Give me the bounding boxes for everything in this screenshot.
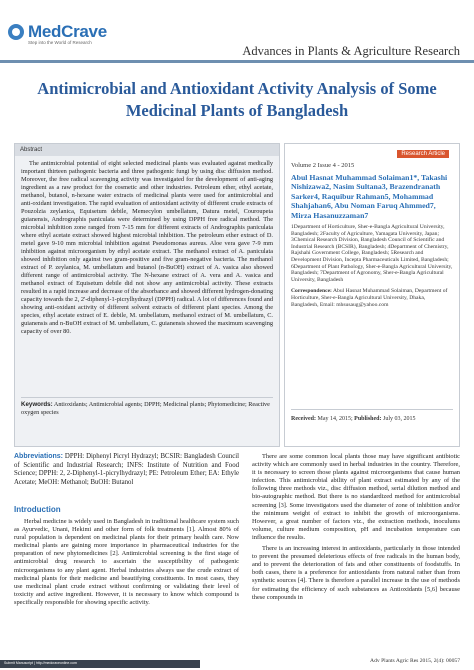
header-divider (0, 60, 474, 63)
page-header (0, 0, 474, 70)
keywords-label: Keywords: (21, 401, 53, 408)
correspondence-text: Abul Hasnat Muhammad Solaiman, Department of Horticulture, Sher-e-Bangla Agricultural University, Dhaka, Bangladesh, Email: mhsusaug@yahoo.com (291, 288, 448, 308)
affiliations: 1Department of Horticulture, Sher-e-Bangla Agricultural University, Bangladesh; 2Faculty of Agriculture, Yamagata University, Japan; 3Chemical Research Division, Bangladesh Council of Scientific and Industrial Research (BCSIR), Bangladesh; 4Department of Chemistry, Rajshahi Government College, Bangladesh; 5Research and Development Division, Incepta Pharmaceuticals Limited, Bangladesh; 6Department of Plant Pathology, Sher-e-Bangla Agricultural University, Bangladesh; 7Department of Agronomy, Sher-e-Bangla Agricultural University, Bangladesh (291, 224, 453, 283)
paragraph: There is an increasing interest in antioxidants, particularly in those intended to prevent the presumed deleterious effects of free radicals in the human body, and to prevent the deterioration of fats and other constituents of foodstuffs. In both cases, there is a preference for antioxidants from natural rather than from synthetic sources [4]. There is therefore a parallel increase in the use of methods for estimating the efficiency of such substances as Antioxidants [5,6] because these compounds in (252, 545, 460, 601)
abstract-box (14, 143, 280, 447)
article-type-badge: Research Article (397, 150, 449, 158)
volume-issue: Volume 2 Issue 4 - 2015 (291, 162, 355, 169)
correspondence (291, 288, 453, 308)
author-list[interactable]: Abul Hasnat Muhammad Solaiman1*, Takashi Nishizawa2, Nasim Sultana3, Brazendranath Sarker4, Raquibur Rahman5, Mohammad Shahjahan6, Abu Noman Faruq Ahmmed7, Mirza Hasanuzzaman7 (291, 172, 448, 220)
received-label: Received: (291, 416, 316, 422)
article-title: Antimicrobial and Antioxidant Activity Analysis of Some Medicinal Plants of Bangladesh (37, 79, 437, 120)
abbreviations-text: DPPH: Diphenyl Picryl Hydrazyl; BCSIR: Bangladesh Council of Scientific and Industrial Research; INFS: Institute of Nutrition and Food Science; DPPH: 2, 2-Diphenyl-1-picrylhydrazyl; PE: Petroleum Ether; EA: Ethyle Acetate; MeOH: Methanol; BuOH: Butanol (14, 453, 240, 486)
introduction-text: Herbal medicine is widely used in Bangladesh in traditional healthcare system such as Ayurvedic, Unani, Hekimi and other form of folk treatments [1]. Almost 80% of rural population is dependent on medicinal plants for their primary health care. Now medicinal plants are gaining more importance in pharmaceutical industries for the preparation of new phytomedicines [2]. Antimicrobial screening is the first stage of antimicrobial drug research to ascertain the susceptibility of pathogenic microorganisms to any plant agent. Herbal industries always use the crude extract of medicinal plants for their medicine and beautifying constituents. In most cases, they use medicinal plant crude extract without confirming or validating their level of toxicity and active ingredient. However, it is necessary to know which compound is specifically responsible for showing specific activity. (14, 518, 239, 606)
logo-text: MedCrave (28, 22, 107, 41)
page-footer (0, 656, 474, 670)
paragraph: There are some common local plants those may have significant antibiotic activity which are commonly used in herbal industries in the country. Therefore, it is necessary to screen those plants against microorganisms that cause human infection. This antimicrobial ability of plant extract estimated by any of the following three methods viz., disc diffusion method, serial dilution method and bio-autographic method. But there is no standardized method for antimicrobial screening [3]. Some investigators used the diameter of zone of inhibition and/or the minimum weight of extract to inhibit the growth of microorganisms. However, a great number of factors viz., the extraction methods, inoculums volume, culture medium composition, pH and incubation temperature can influence the results. (252, 453, 460, 541)
introduction-heading: Introduction (14, 505, 61, 514)
logo-icon (8, 24, 24, 40)
abstract-text: The antimicrobial potential of eight selected medicinal plants was evaluated against medically important thirteen pathogenic bacteria and three pathogenic fungi by using disc diffusion method. Moreover, the free radical scavenging activity was investigated for the development of anti-aging ingredient as a raw product for the cosmetic and other industries. Petroleum ether, ethyl acetate, methanol, butanol, n-hexane water extracts of medicinal plants were used for antimicrobial and anti-oxidant investigation. The rapid evaluation of antioxidant activity of different crude extracts of Pouzolzia zeylanica, Equisetum debile, Memecylon umbellatum, Datura metel, Couroupeta guianensis, Andrographis paniculata were determined by using DPPH free radical method. The microbial inhibition zone ranged from 7-15 mm for different extracts of Andrographis paniculata where ethyl acetate extract showed highest microbial inhibition. The petroleum ether extract of D. metel gave 9-10 mm microbial inhibition against Pseudomonas aureus. Aloe vera gave 7-9 mm inhibition against microorganism by ethyl acetate extract. The methanol extract of A. paniculata showed inhibition only against two gram-positive and five gram-negative bacteria. The methanol extract of P. zeylanica, M. umbellatum and butanol (n-BuOH) extract of A. vasica also showed different range of antimicrobial activity. The N-hexane extract of A. vera and A. vasica and methanol extract of Equisetum debile did not show any antimicrobial activity. These extracts resulted in a rapid increase and decrease of the absorbance and showed different hydrogen-donating capacity towards the 2, 2'-diphenyl-1-picrylhydrazyl (DPPH) radical. A lot of differences found and showing anti-oxidant activity of different solvent extracts of different plant species. Among the species, ethyl acetate extract of E. debile, M. umbellatum, methanol extract of M. umbellatum, C. guianensis and n-BuOH extract of M. umbellatum, C. guianensis showed the maximum scavenging capacity of over 80. (21, 160, 273, 335)
abstract-heading: Abstract (15, 144, 279, 156)
published-date: July 03, 2015 (383, 416, 416, 422)
abbreviations-label: Abbreviations: (14, 453, 64, 460)
keywords-text: Antioxidants; Antimicrobial agents; DPPH; Medicinal plants; Phytomedicine; Reactive oxygen species (21, 401, 270, 416)
keywords (21, 397, 273, 417)
citation: Adv Plants Agric Res 2015, 2(4): 00057 (370, 658, 460, 664)
journal-name: Advances in Plants & Agriculture Research (242, 44, 460, 58)
correspondence-label: Correspondence: (291, 288, 332, 295)
abbreviations (14, 453, 239, 487)
published-label: Published: (354, 416, 382, 422)
logo-tagline: Step into the World of Research (28, 40, 92, 45)
article-info-box (284, 143, 460, 447)
right-column-text (252, 453, 460, 605)
medcrave-logo[interactable] (8, 22, 107, 42)
received-date: May 14, 2015 (317, 416, 351, 422)
article-dates: Received: May 14, 2015; Published: July 03, 2015 (291, 409, 453, 422)
submit-manuscript-link[interactable]: Submit Manuscript | http://medcraveonline.com (4, 661, 77, 665)
